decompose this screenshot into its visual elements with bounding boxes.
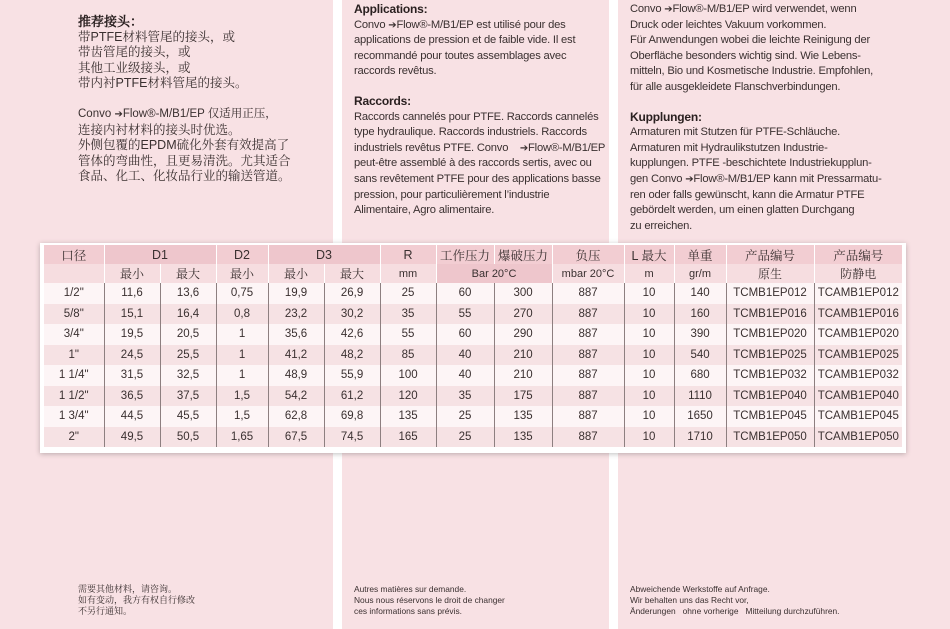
table-cell: 35,6 (268, 324, 324, 345)
brand-suffix: Flow®-M/B1/EP wird verwendet, wenn (672, 3, 857, 15)
footnote-line: 需要其他材料，请咨询。 (78, 584, 178, 594)
table-cell: 160 (674, 304, 726, 325)
table-row (44, 427, 902, 448)
table-cell: 10 (624, 324, 674, 345)
table-cell: 15,1 (104, 304, 160, 325)
footnote-line: Autres matières sur demande. (354, 584, 467, 594)
table-cell: 887 (552, 406, 624, 427)
table-cell: 300 (494, 283, 552, 304)
table-cell: 210 (494, 345, 552, 366)
table-cell: 55 (436, 304, 494, 325)
french-racc-line: type hydraulique. Raccords industriels. Raccords (354, 126, 587, 139)
table-cell: 55 (380, 324, 436, 345)
table-cell: 1710 (674, 427, 726, 448)
spec-table (44, 245, 902, 447)
table-cell: 1 (216, 365, 268, 386)
table-row (44, 283, 902, 304)
table-cell: TCAMB1EP016 (814, 304, 902, 325)
table-cell: 48,2 (324, 345, 380, 366)
table-cell: TCMB1EP020 (726, 324, 814, 345)
table-cell: 25 (436, 406, 494, 427)
table-cell: 45,5 (160, 406, 216, 427)
table-row (44, 345, 902, 366)
table-cell: 54,2 (268, 386, 324, 407)
table-cell: 1" (44, 345, 104, 366)
header-diameter: 口径 (44, 245, 104, 264)
table-cell: 48,9 (268, 365, 324, 386)
table-cell: 44,5 (104, 406, 160, 427)
chinese-heading: 推荐接头： (78, 14, 144, 29)
footnote-line: 不另行通知。 (78, 606, 133, 616)
table-cell: 85 (380, 345, 436, 366)
brand-suffix: Flow®-M/B1/EP est utilisé pour des (396, 18, 566, 31)
table-cell: 23,2 (268, 304, 324, 325)
german-line: mitteln, Bio und Kosmetische Industrie. Empfohlen, (630, 65, 874, 78)
table-cell: 1 1/2" (44, 386, 104, 407)
table-cell: 25,5 (160, 345, 216, 366)
subheader-d1-min: 最小 (104, 264, 160, 283)
header-r: R (380, 245, 436, 264)
table-cell: 25 (436, 427, 494, 448)
brand-suffix: Flow®-M/B1/EP 仅适用正压， (122, 107, 277, 120)
table-row (44, 365, 902, 386)
arrow-icon: ➔ (664, 4, 673, 15)
table-cell: 135 (494, 427, 552, 448)
german-first-line (630, 2, 882, 18)
subheader-d3-max: 最大 (324, 264, 380, 283)
table-cell: 1 (216, 345, 268, 366)
table-cell: 540 (674, 345, 726, 366)
german-mid-line (630, 172, 882, 188)
table-cell: TCAMB1EP025 (814, 345, 902, 366)
brand-suffix: Flow®-M/B1/EP (528, 141, 606, 154)
table-cell: 210 (494, 365, 552, 386)
subheader-code-standard: 原生 (726, 264, 814, 283)
chinese-footnote (78, 584, 195, 617)
subheader-r-unit: mm (380, 264, 436, 283)
table-cell: 1/2" (44, 283, 104, 304)
footnote-line: ces informations sans prévis. (354, 606, 462, 616)
table-cell: 10 (624, 283, 674, 304)
french-racc-line: sans revêtement PTFE pour des applications basse (354, 172, 601, 185)
table-cell: 41,2 (268, 345, 324, 366)
footnote-line: Wir behalten uns das Recht vor, (630, 595, 749, 605)
table-cell: 32,5 (160, 365, 216, 386)
table-row (44, 406, 902, 427)
table-cell: 1 3/4" (44, 406, 104, 427)
table-cell: TCAMB1EP040 (814, 386, 902, 407)
table-cell: 0,8 (216, 304, 268, 325)
subheader-empty (44, 264, 104, 283)
table-cell: 100 (380, 365, 436, 386)
table-cell: 35 (380, 304, 436, 325)
table-row (44, 324, 902, 345)
table-cell: 60 (436, 324, 494, 345)
french-description (354, 2, 605, 219)
table-cell: 1,5 (216, 386, 268, 407)
table-cell: TCMB1EP025 (726, 345, 814, 366)
table-cell: 10 (624, 386, 674, 407)
table-cell: TCMB1EP045 (726, 406, 814, 427)
table-cell: 31,5 (104, 365, 160, 386)
french-app-line: recommandé pour toutes assemblages avec (354, 49, 567, 62)
arrow-icon: ➔ (114, 108, 123, 120)
brand-prefix: industriels revêtus PTFE. Convo (354, 141, 512, 154)
german-line: Druck oder leichtes Vakuum vorkommen. (630, 18, 827, 31)
arrow-icon: ➔ (519, 142, 529, 154)
header-working-pressure: 工作压力 (436, 245, 494, 264)
chinese-fitting-line: 其他工业级接头，或 (78, 60, 191, 75)
kupplungen-heading: Kupplungen: (630, 109, 702, 124)
german-line: Für Anwendungen wobei die leichte Reinigung der (630, 34, 871, 47)
chinese-desc-line: 食品、化工、化妆品行业的输送管道。 (78, 169, 291, 184)
german-footnote (630, 584, 840, 617)
header-l-max: L 最大 (624, 245, 674, 264)
table-cell: TCMB1EP016 (726, 304, 814, 325)
french-racc-mid-line (354, 141, 605, 157)
german-line: zu erreichen. (630, 219, 693, 232)
table-cell: 165 (380, 427, 436, 448)
table-cell: 49,5 (104, 427, 160, 448)
french-racc-line: pression, pour particulièrement l’industrie (354, 188, 550, 201)
subheader-vacuum-unit: mbar 20°C (552, 264, 624, 283)
header-code-antistatic: 产品编号 (814, 245, 902, 264)
table-cell: TCMB1EP040 (726, 386, 814, 407)
table-cell: 3/4" (44, 324, 104, 345)
table-cell: 887 (552, 427, 624, 448)
table-cell: 0,75 (216, 283, 268, 304)
table-cell: 40 (436, 365, 494, 386)
table-cell: 887 (552, 345, 624, 366)
french-racc-line: Alimentaire, Agro alimentaire. (354, 204, 495, 217)
header-d1: D1 (104, 245, 216, 264)
table-cell: 270 (494, 304, 552, 325)
table-cell: TCAMB1EP045 (814, 406, 902, 427)
table-cell: TCAMB1EP050 (814, 427, 902, 448)
table-cell: 35 (436, 386, 494, 407)
table-row (44, 304, 902, 325)
table-cell: 887 (552, 304, 624, 325)
table-cell: 1650 (674, 406, 726, 427)
table-cell: TCMB1EP050 (726, 427, 814, 448)
french-app-first-line (354, 18, 605, 34)
chinese-desc-line: 连接内衬材料的接头时优选。 (78, 122, 241, 137)
brand-prefix: gen Convo (630, 172, 686, 185)
table-cell: 37,5 (160, 386, 216, 407)
table-cell: 680 (674, 365, 726, 386)
table-cell: 19,5 (104, 324, 160, 345)
table-cell: 13,6 (160, 283, 216, 304)
chinese-desc-line: 管体的弯曲性，且更易清洗。尤其适合 (78, 153, 291, 168)
table-cell: TCAMB1EP012 (814, 283, 902, 304)
chinese-description (78, 14, 291, 185)
table-cell: 887 (552, 324, 624, 345)
applications-heading: Applications: (354, 2, 428, 16)
footnote-line: 如有变动，我方有权自行修改 (78, 595, 196, 605)
french-racc-line: peut-être assemblé à des raccords sertis, avec ou (354, 157, 592, 170)
german-line: kupplungen. PTFE -beschichtete Industriekupplun- (630, 157, 872, 170)
table-cell: 120 (380, 386, 436, 407)
table-cell: TCAMB1EP020 (814, 324, 902, 345)
header-d3: D3 (268, 245, 380, 264)
brand-prefix: Convo (78, 107, 115, 120)
spec-table-card (40, 243, 906, 453)
table-cell: TCAMB1EP032 (814, 365, 902, 386)
table-cell: TCMB1EP012 (726, 283, 814, 304)
subheader-d2-min: 最小 (216, 264, 268, 283)
header-d2: D2 (216, 245, 268, 264)
table-cell: TCMB1EP032 (726, 365, 814, 386)
german-line: für alle ausgekleidete Flanschverbindungen. (630, 80, 841, 93)
table-cell: 10 (624, 365, 674, 386)
german-description (630, 2, 882, 234)
arrow-icon: ➔ (685, 173, 694, 185)
table-subheader-row (44, 264, 902, 283)
german-line: Armaturen mit Hydraulikstutzen Industrie- (630, 141, 828, 154)
table-cell: 74,5 (324, 427, 380, 448)
chinese-desc-first-line (78, 107, 291, 123)
table-cell: 2" (44, 427, 104, 448)
table-cell: 135 (380, 406, 436, 427)
table-cell: 11,6 (104, 283, 160, 304)
table-cell: 61,2 (324, 386, 380, 407)
table-cell: 60 (436, 283, 494, 304)
footnote-line: Änderungen ohne vorherige Mitteilung durchzuführen. (630, 606, 840, 616)
header-code-standard: 产品编号 (726, 245, 814, 264)
table-cell: 42,6 (324, 324, 380, 345)
subheader-code-antistatic: 防静电 (814, 264, 902, 283)
subheader-pressure-unit: Bar 20°C (436, 264, 552, 283)
table-cell: 25 (380, 283, 436, 304)
table-cell: 10 (624, 427, 674, 448)
table-cell: 1,65 (216, 427, 268, 448)
table-cell: 290 (494, 324, 552, 345)
table-cell: 887 (552, 283, 624, 304)
table-header-row (44, 245, 902, 264)
table-cell: 30,2 (324, 304, 380, 325)
table-cell: 140 (674, 283, 726, 304)
footnote-line: Nous nous réservons le droit de changer (354, 595, 505, 605)
table-cell: 55,9 (324, 365, 380, 386)
brand-suffix: Flow®-M/B1/EP kann mit Pressarmatu- (693, 172, 882, 185)
table-cell: 26,9 (324, 283, 380, 304)
table-cell: 50,5 (160, 427, 216, 448)
table-cell: 19,9 (268, 283, 324, 304)
header-burst-pressure: 爆破压力 (494, 245, 552, 264)
table-cell: 175 (494, 386, 552, 407)
german-line: Armaturen mit Stutzen für PTFE-Schläuche. (630, 126, 841, 139)
table-cell: 887 (552, 365, 624, 386)
chinese-fitting-line: 带PTFE材料管尾的接头，或 (78, 29, 235, 44)
subheader-d3-min: 最小 (268, 264, 324, 283)
chinese-desc-line: 外侧包覆的EPDM硫化外套有效提高了 (78, 138, 290, 153)
table-cell: 69,8 (324, 406, 380, 427)
table-row (44, 386, 902, 407)
table-cell: 1 (216, 324, 268, 345)
french-racc-line: Raccords cannelés pour PTFE. Raccords cannelés (354, 110, 599, 123)
subheader-d1-max: 最大 (160, 264, 216, 283)
german-line: Oberfläche besonders wichtig sind. Wie Lebens- (630, 49, 861, 62)
table-cell: 67,5 (268, 427, 324, 448)
table-cell: 10 (624, 406, 674, 427)
table-cell: 36,5 (104, 386, 160, 407)
table-cell: 16,4 (160, 304, 216, 325)
table-cell: 24,5 (104, 345, 160, 366)
raccords-heading: Raccords: (354, 93, 411, 108)
arrow-icon: ➔ (388, 19, 397, 31)
german-line: ren oder falls gewünscht, kann die Armatur PTFE (630, 188, 865, 201)
footnote-line: Abweichende Werkstoffe auf Anfrage. (630, 584, 770, 594)
subheader-weight-unit: gr/m (674, 264, 726, 283)
french-footnote (354, 584, 505, 617)
table-cell: 1,5 (216, 406, 268, 427)
german-line: gebördelt werden, um einen glatten Durchgang (630, 204, 855, 217)
table-cell: 1 1/4" (44, 365, 104, 386)
french-app-line: applications de pression et de faible vide. Il est (354, 34, 576, 47)
subheader-l-unit: m (624, 264, 674, 283)
table-cell: 40 (436, 345, 494, 366)
table-cell: 5/8" (44, 304, 104, 325)
french-app-line: raccords revêtus. (354, 65, 437, 78)
table-cell: 10 (624, 304, 674, 325)
table-cell: 20,5 (160, 324, 216, 345)
brand-prefix: Convo (354, 18, 389, 31)
table-cell: 62,8 (268, 406, 324, 427)
table-cell: 1110 (674, 386, 726, 407)
brand-prefix: Convo (630, 3, 665, 15)
header-weight: 单重 (674, 245, 726, 264)
header-vacuum: 负压 (552, 245, 624, 264)
table-cell: 135 (494, 406, 552, 427)
chinese-fitting-line: 带内衬PTFE材料管尾的接头。 (78, 76, 248, 91)
table-body (44, 283, 902, 447)
chinese-fitting-line: 带齿管尾的接头，或 (78, 45, 191, 60)
table-cell: 10 (624, 345, 674, 366)
table-cell: 390 (674, 324, 726, 345)
table-cell: 887 (552, 386, 624, 407)
